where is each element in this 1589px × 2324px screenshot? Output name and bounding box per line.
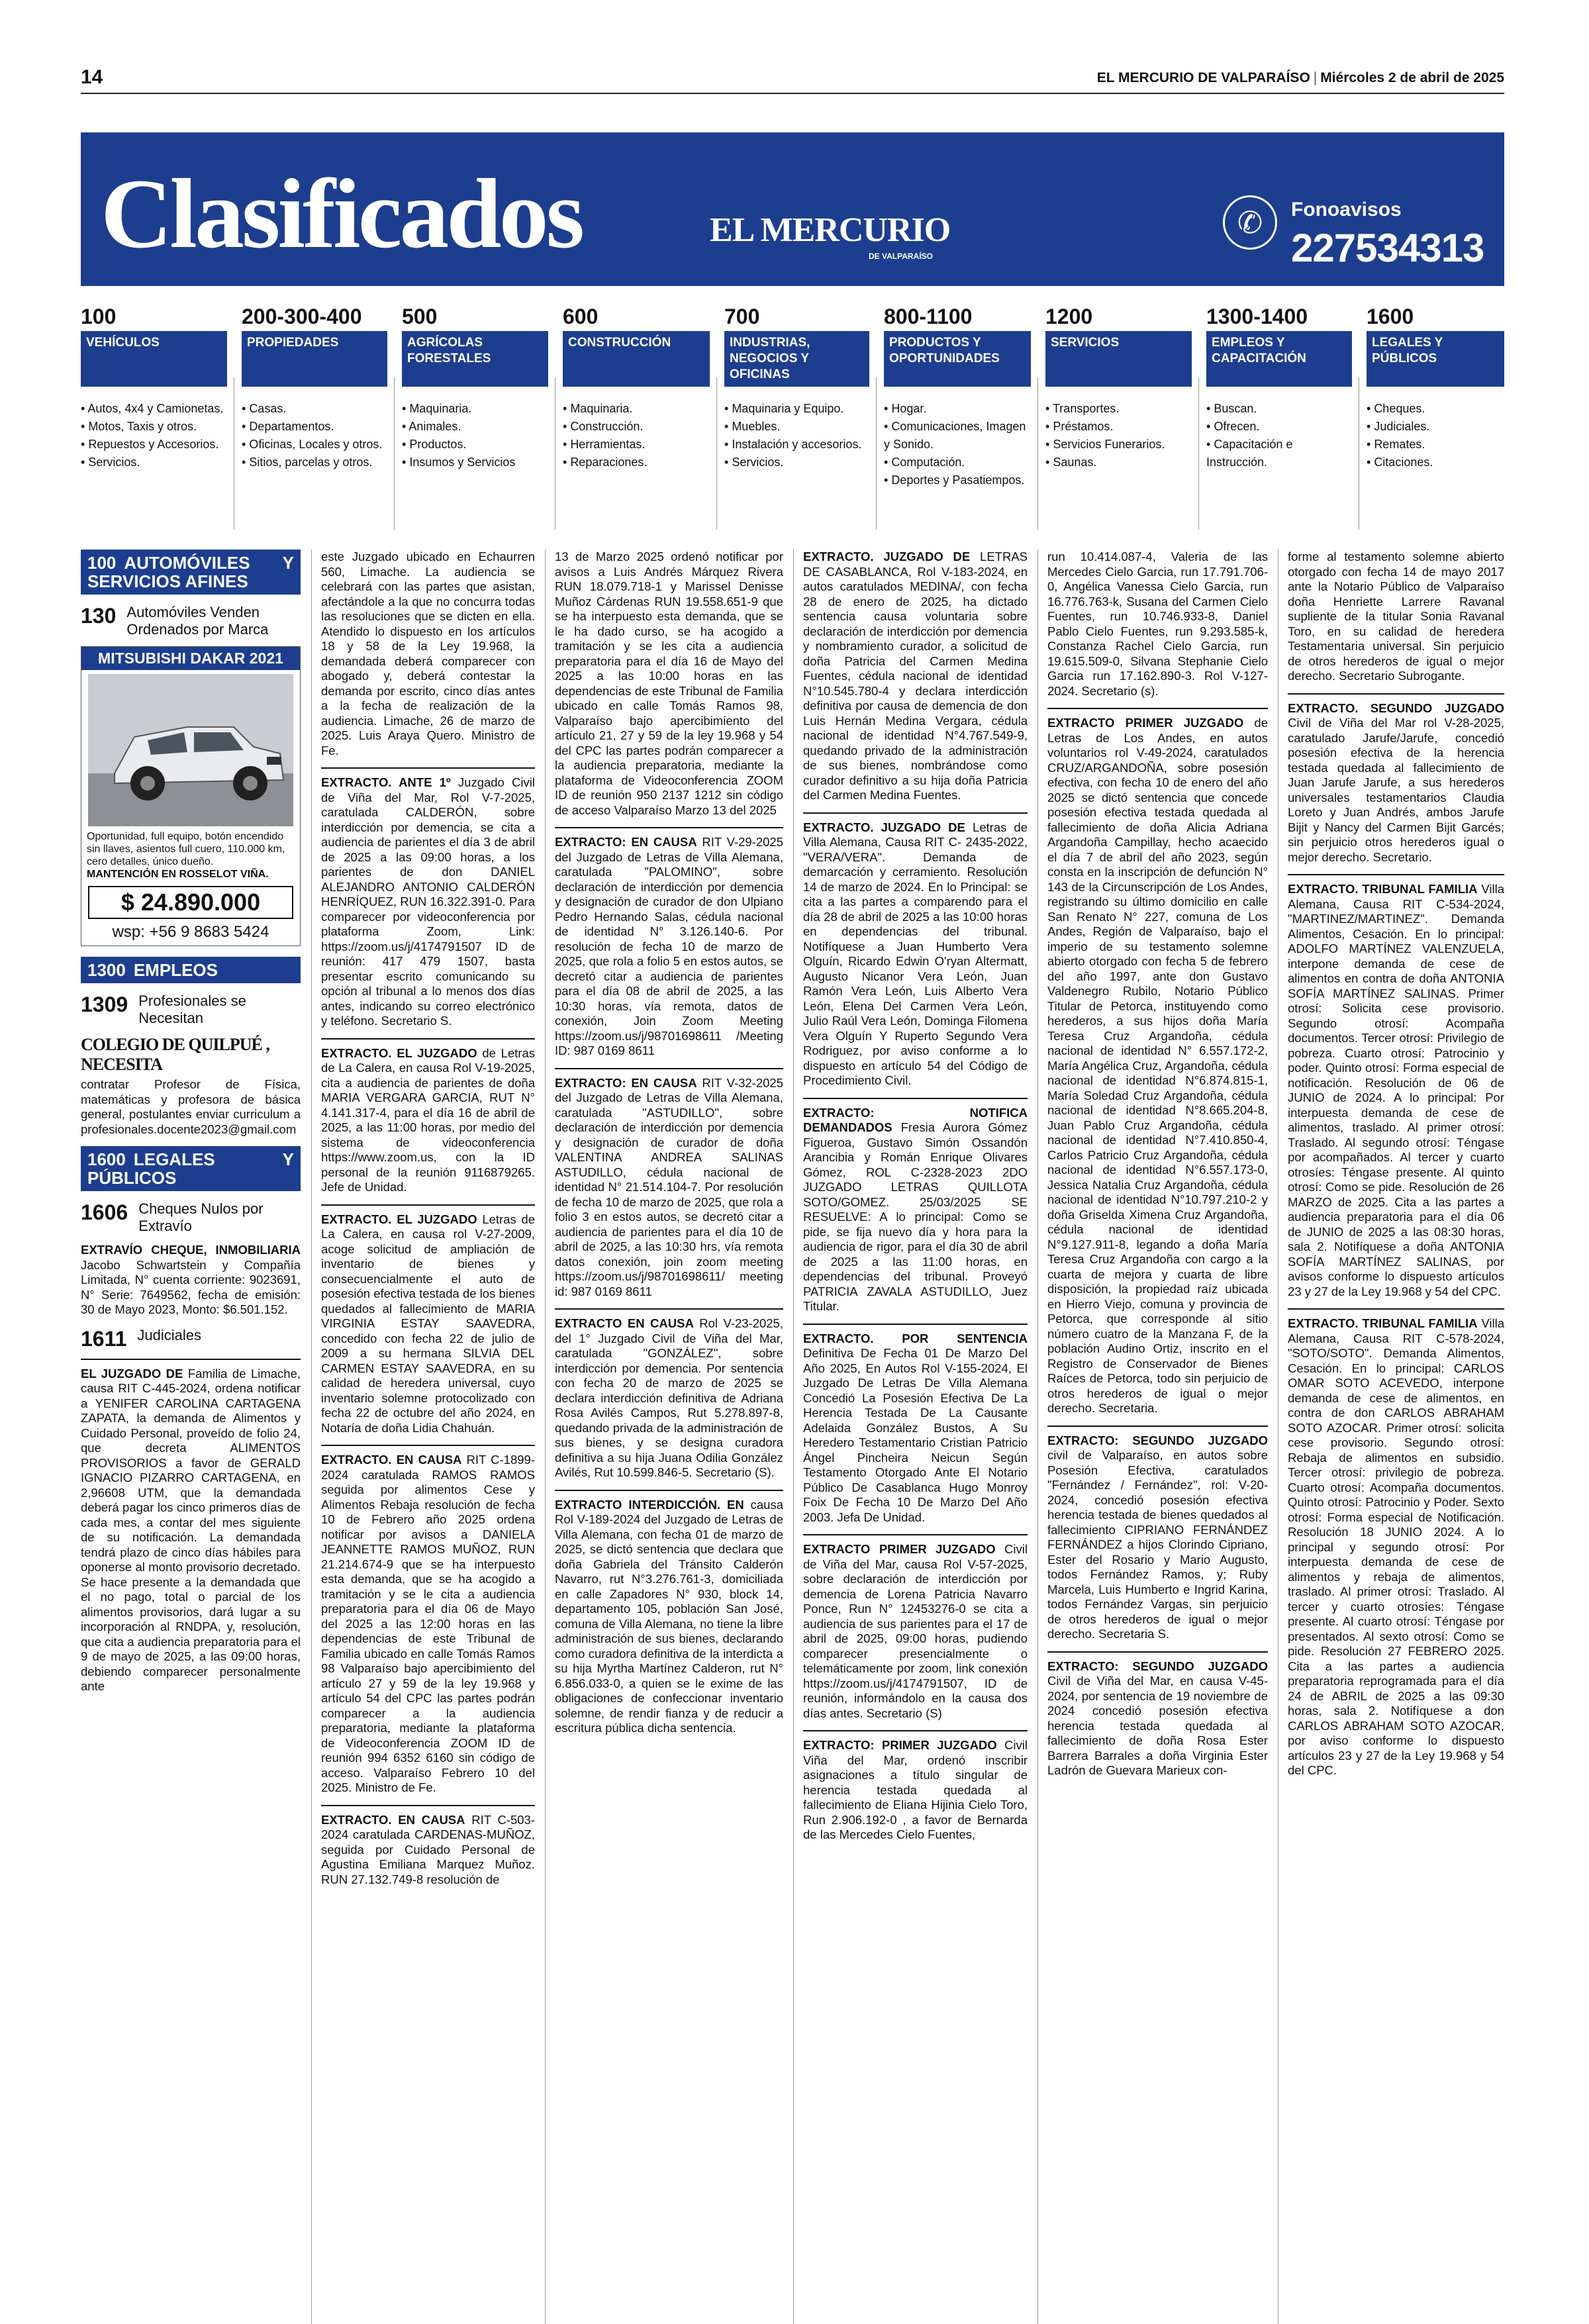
divider xyxy=(321,1204,535,1206)
masthead-sub: DE VALPARAÍSO xyxy=(869,252,933,261)
section-banner xyxy=(81,132,1504,286)
notice-body: LETRAS DE CASABLANCA, Rol V-183-2024, en autos caratulados MEDINA/, con fecha 28 de enero de 2025, ha dictado sentencia causa voluntaria sobre declaración de interdicción por demencia y nombramiento curador, a solicitud de doña Patricia del Carmen Medina Fuentes, cédula nacional de identidad N°10.545.780-4 y declara interdicción definitiva por causa de demencia de don Luis Hernán Medina Vergara, cédula nacional de identidad N°4.767.549-9, quedando privado de la administración de sus bienes, nombrándose como curador definitivo a su hija doña Patricia del Carmen Medina Fuentes. xyxy=(803,550,1028,802)
section-code: 1600 xyxy=(87,1149,126,1169)
notice-body: de Letras de La Calera, en causa Rol V-19-2025, cita a audiencia de parientes de doña MARIA VERGARA GARCIA, RUT N° 4.141.317-4, para el día 16 de abril de 2025, a las 11:00 horas, por medio del sistema de videoconferencia https://www.zoom.us, con la ID personal de la reunión 9116879265. Jefe de Unidad. xyxy=(321,1045,535,1194)
notice-head: EXTRACTO: NOTIFICA DEMANDADOS xyxy=(803,1105,1028,1134)
running-head-text: EL MERCURIO DE VALPARAÍSO | Miércoles 2 de abril de 2025 xyxy=(1096,69,1504,85)
category-label: CONSTRUCCIÓN xyxy=(563,331,710,387)
category-item: • Sitios, parcelas y otros. xyxy=(242,454,387,471)
notice-body: Letras de La Calera, en causa rol V-27-2009, acoge solicitud de ampliación de inventario de bienes y consecuencialmente el auto de posesión efectiva testada de los bienes quedados al fallecimiento de MARIA VIRGINIA ESTAY SAAVEDRA, concedido con fecha 22 de julio de 2009 a su hermana SILVIA DEL CARMEN ESTAY SAAVEDRA, en su calidad de heredera universal, cuyo inventario solemne protocolizado con fecha 22 de octubre del año 2024, en Notaría de doña Lidia Chahuán. xyxy=(321,1212,535,1435)
legal-notice xyxy=(803,1106,1028,1314)
category-items xyxy=(1206,400,1352,471)
subsection-130 xyxy=(81,604,301,638)
category-item: • Instalación y accesorios. xyxy=(724,436,869,454)
divider xyxy=(81,1359,301,1360)
notice-body: Definitiva De Fecha 01 De Marzo Del Año 2025, En Autos Rol V-155-2024, El Juzgado De Letras De Villa Alemana Concedió La Posesión Efectiva De La Herencia Testada De La Causante Adelaida González Bustos, A Su Heredero Testamentario Cristian Patricio Ángel Pincheira Neicun Según Testamento Otorgado Ante El Notario Público De Casablanca Hugo Monroy Foix De Fecha 10 De Marzo Del Año 2003. Jefa De Unidad. xyxy=(803,1346,1028,1524)
category-divider xyxy=(1198,377,1199,530)
legal-notice xyxy=(1288,882,1504,1299)
category-label: VEHÍCULOS xyxy=(81,331,227,387)
notice-head: EXTRACTO. POR SENTENCIA xyxy=(803,1331,1028,1345)
subsection-label: Cheques Nulos por Extravío xyxy=(138,1200,264,1234)
issue-date: Miércoles 2 de abril de 2025 xyxy=(1320,70,1504,85)
subsection-code: 1309 xyxy=(81,993,128,1016)
divider xyxy=(803,1098,1028,1099)
notice-head: EXTRACTO: EN CAUSA xyxy=(555,1075,697,1090)
divider xyxy=(1047,708,1268,709)
subsection-label: Automóviles Venden Ordenados por Marca xyxy=(126,604,269,638)
category-items xyxy=(563,400,710,471)
column-rule xyxy=(545,550,546,2324)
divider xyxy=(555,1308,783,1310)
divider xyxy=(1047,1426,1268,1427)
legal-notice xyxy=(1047,550,1268,699)
notice-head: EXTRACTO. JUZGADO DE xyxy=(803,550,971,563)
category-code: 1600 xyxy=(1367,305,1414,328)
category-items xyxy=(242,400,387,471)
category-item: • Departamentos. xyxy=(242,418,387,436)
subsection-code: 1611 xyxy=(81,1326,127,1351)
subsection-code: 1606 xyxy=(81,1200,128,1224)
section-title: Clasificados xyxy=(101,159,583,269)
column-rule xyxy=(311,550,312,2324)
subsection-1309 xyxy=(81,993,301,1027)
column-3 xyxy=(555,550,783,1745)
notice-body: RIT V-29-2025 del Juzgado de Letras de Villa Alemana, caratulada "PALOMINO", sobre declaración de interdicción por demencia y designación de curador de don Ulpiano Pedro Hernando Salas, cédula nacional de identidad N° 3.126.140-6. Por resolución de fecha 10 de marzo de 2025, que rola a folio 5 en estos autos, se decretó citar a audiencia de parientes para el día 08 de abril de 2025, a las 10:30 horas, vía remota, datos de conexión, Join Zoom Meeting https://zoom.us/j/98701698611 /Meeting ID: 987 0169 8611 xyxy=(555,835,784,1057)
notice-head: EXTRACTO. TRIBUNAL FAMILIA xyxy=(1288,1316,1478,1330)
category-item: • Repuestos y Accesorios. xyxy=(81,436,227,454)
notice-body: Juzgado Civil de Viña del Mar, Rol V-7-2025, caratulada CALDERÓN, sobre interdicción por demencia, se cita a audiencia de parientes el día 3 de abril de 2025 a las 09:00 horas, a los parientes de don DANIEL ALEJANDRO ANTONIO CALDERÓN HENRÍQUEZ, RUN 16.322.391-0. Para comparecer por videoconferencia por plataforma Zoom, Link: https://zoom.us/j/4174791507 ID de reunión: 417 479 1507, basta presentar escrito comunicando su opción al tribunal a lo menos dos días antes, indicando su correo electrónico y teléfono. Secretario S. xyxy=(321,775,535,1028)
category-item: • Insumos y Servicios xyxy=(402,454,548,471)
category-item: • Servicios Funerarios. xyxy=(1045,436,1192,454)
car-whatsapp: wsp: +56 9 8683 5424 xyxy=(112,923,269,941)
divider xyxy=(1047,1651,1268,1653)
notice-head: EXTRACTO. JUZGADO DE xyxy=(803,820,965,834)
category-item: • Citaciones. xyxy=(1367,454,1504,471)
notice-body: 13 de Marzo 2025 ordenó notificar por avisos a Luis Andrés Márquez Rivera RUN 18.079.718-1 y Marissel Denisse Muñoz Cárdenas RUN 19.558.651-9 que se ha interpuesto esta demanda, que se le ha dado curso, se ha acogido a tramitación y se les cita a audiencia preparatoria para el día 16 de Mayo del 2025 a las 10:00 horas en las dependencias de este Tribunal de Familia ubicado en calle Tomás Ramos 98, Valparaíso bajo apercibimiento del artículo 21, 27 y 59 de la ley 19.968 y 54 del CPC las partes podrán comparecer a la audiencia preparatoria, mediante la plataforma de Videoconferencia ZOOM ID de reunión 950 2137 1212 sin código de acceso Valparaíso Marzo 13 del 2025 xyxy=(555,550,783,817)
divider xyxy=(555,827,783,828)
divider xyxy=(321,1038,535,1040)
notice-head: EXTRACTO. ANTE 1º xyxy=(321,775,451,789)
notice-body: RIT C-503-2024 caratulada CARDENAS-MUÑOZ, seguida por Cuidado Personal de Agustina Emiliana Marquez Muñoz. RUN 27.132.749-8 resolución de xyxy=(321,1812,535,1886)
category-item: • Transportes. xyxy=(1045,400,1192,418)
column-5 xyxy=(1047,550,1268,1788)
notice-head: EXTRACTO. EN CAUSA xyxy=(321,1453,462,1467)
category-7 xyxy=(1206,305,1352,536)
phone-icon: ✆ xyxy=(1223,195,1277,250)
notice-head: EXTRACTO. TRIBUNAL FAMILIA xyxy=(1288,882,1478,896)
notice-head: EXTRACTO. EN CAUSA xyxy=(321,1812,465,1827)
notice-head: EXTRACTO: SEGUNDO JUZGADO xyxy=(1047,1659,1268,1673)
category-0 xyxy=(81,305,227,536)
notice-body: forme al testamento solemne abierto otorgado con fecha 14 de mayo 2017 ante la Notario Público de Valparaíso doña Henriette Larrere Ravanal supliente de la titular Sonia Ravanal Toro, en su calidad de heredera Testamentaria universal. Sin perjuicio de otros herederos de igual o mejor derecho. Secretario Subrogante. xyxy=(1288,550,1504,683)
subsection-1606 xyxy=(81,1200,301,1235)
category-item: • Motos, Taxis y otros. xyxy=(81,418,227,436)
column-2 xyxy=(321,550,535,1896)
category-code: 700 xyxy=(724,305,760,328)
category-code: 100 xyxy=(81,305,117,328)
notice-body: Familia de Limache, causa RIT C-445-2024, ordena notificar a YENIFER CAROLINA CARTAGENA ZAPATA, la demanda de Alimentos y Cuidado Personal, proveído de folio 24, que decreta ALIMENTOS PROVISORIOS a favor de GERALD IGNACIO PIZARRO CARTAGENA, en 2,96608 UTM, que la demandada deberá pagar los cinco primeros días de cada mes, a contar del mes siguiente de su notificación. La demandada tendrá plazo de cinco días hábiles para oponerse al monto provisorio decretado. Se hace presente a la demandada que el no pago, total o parcial de los alimentos provisorios, dará lugar a su incorporación al RNDPA, y, resolución, que cita a audiencia preparatoria para el 9 de mayo de 2025, a las 09:00 horas, debiendo comparecer personalmente ante xyxy=(81,1366,301,1693)
section-code: 100 xyxy=(87,553,117,573)
category-label: INDUSTRIAS, NEGOCIOS Y OFICINAS xyxy=(724,331,869,387)
legal-notice xyxy=(803,1331,1028,1525)
divider xyxy=(1288,693,1504,695)
legal-notice xyxy=(555,1498,783,1736)
category-item: • Animales. xyxy=(402,418,548,436)
car-ad-text-2: MANTENCIÓN EN ROSSELOT VIÑA. xyxy=(87,869,269,880)
employment-ad: contratar Profesor de Física, matemáticas y profesora de básica general, postulantes enviar curriculum a profesionales.docente2023@gmail.com xyxy=(81,1077,301,1136)
category-code: 500 xyxy=(402,305,438,328)
category-items xyxy=(724,400,869,471)
category-code: 200-300-400 xyxy=(242,305,362,328)
notice-head: EXTRACTO: SEGUNDO JUZGADO xyxy=(1047,1433,1268,1447)
column-1 xyxy=(81,550,301,1704)
divider xyxy=(803,1324,1028,1325)
legal-notice xyxy=(555,1076,783,1300)
column-rule xyxy=(793,550,794,2324)
notice-body: Fresia Aurora Gómez Figueroa, Gustavo Simón Ossandón Arancibia y Román Enrique Olivares Gómez, ROL C-2328-2023 2DO JUZGADO LETRAS QUILLOTA SOTO/GOMEZ. 25/03/2025 SE RESUELVE: A lo principal: Como se pide, se fija nuevo día y hora para la audiencia de rigor, para el día 30 de abril de 2025 a las 11:00 horas, en dependencias del tribunal. Proveyó PATRICIA ZAVALA ASTUDILLO, Juez Titular. xyxy=(803,1120,1028,1313)
subsection-label: Judiciales xyxy=(137,1326,202,1343)
legal-notice xyxy=(803,1542,1028,1721)
category-item: • Construcción. xyxy=(563,418,710,436)
legal-notice xyxy=(803,1738,1028,1843)
car-ad-title: MITSUBISHI DAKAR 2021 xyxy=(81,647,300,670)
notice-head: EXTRACTO PRIMER JUZGADO xyxy=(803,1542,996,1556)
category-item: • Maquinaria. xyxy=(402,400,548,418)
notice-head: EXTRACTO. EL JUZGADO xyxy=(321,1045,477,1060)
legal-notice xyxy=(1047,1659,1268,1778)
category-index xyxy=(81,305,1504,536)
category-code: 1200 xyxy=(1045,305,1093,328)
divider xyxy=(803,812,1028,814)
section-header-100 xyxy=(81,550,301,595)
notice-head: EXTRACTO INTERDICCIÓN. EN xyxy=(555,1497,744,1512)
category-divider xyxy=(394,377,395,530)
divider xyxy=(555,1490,783,1491)
category-item: • Saunas. xyxy=(1045,454,1192,471)
category-item: • Productos. xyxy=(402,436,548,454)
category-item: • Servicios. xyxy=(724,454,869,471)
category-item: • Préstamos. xyxy=(1045,418,1192,436)
notice-head: EXTRACTO: PRIMER JUZGADO xyxy=(803,1738,997,1752)
category-item: • Hogar. xyxy=(884,400,1031,418)
divider xyxy=(1288,1308,1504,1310)
category-item: • Buscan. xyxy=(1206,400,1352,418)
car-ad-text: Oportunidad, full equipo, botón encendido sin llaves, asientos full cuero, 110.000 km, cero detalles, único dueño. xyxy=(87,831,285,867)
notice-body: Civil de Viña del Mar, en causa V-45-2024, por sentencia de 19 noviembre de 2024 concedió posesión efectiva herencia testada quedada al fallecimiento de doña Rosa Ester Barrera Barrales a doña Virginia Ester Ladrón de Guevara Marieux con- xyxy=(1047,1674,1268,1777)
category-item: • Deportes y Pasatiempos. xyxy=(884,471,1031,489)
newspaper-name: EL MERCURIO DE VALPARAÍSO xyxy=(1096,70,1310,85)
notice-head: EXTRACTO PRIMER JUZGADO xyxy=(1047,716,1244,730)
notice-body: civil de Valparaíso, en autos sobre Posesión Efectiva, caratulados "Fernández / Fernández", rol: V-20-2024, concedió posesión efectiva herencia testada de bienes quedados al fallecimiento CIPRIANO FERNÁNDEZ FERNÁNDEZ a hijos Clorindo Cipriano, Ester del Rosario y Mario Augusto, todos Fernández Ramos, y; Ruby Marcela, Luis Humberto e Ingrid Karina, todos Fernández Vargas, sin perjuicio de otros herederos de igual o mejor derecho. Secretaria S. xyxy=(1047,1448,1268,1641)
car-price: $ 24.890.000 xyxy=(88,886,293,919)
notice-body: RIT C-1899-2024 caratulada RAMOS RAMOS seguida por alimentos Cese y Alimentos Rebaja resolución de fecha 10 de Febrero año 2025 ordena notificar por avisos a DANIELA JEANNETTE RAMOS MUÑOZ, RUN 21.214.674-9 que se ha interpuesto esta demanda, que se ha acogido a tramitación y se le cita a audiencia preparatoria para el día 06 de Mayo del 2025 a las 12:00 horas en las dependencias de este Tribunal de Familia ubicado en calle Tomás Ramos 98 Valparaíso bajo apercibimiento del artículo 27 y 59 de la ley 19.968 y artículo 54 del CPC las partes podrán comparecer a la audiencia preparatoria, mediante la plataforma de Videoconferencia ZOOM ID de reunión 994 6352 6160 sin código de acceso. Valparaíso Febrero 10 del 2025. Ministro de Fe. xyxy=(321,1453,535,1794)
legal-notice xyxy=(1288,1316,1504,1778)
section-label: EMPLEOS xyxy=(133,960,218,980)
notice-body: Civil de Viña del Mar, causa Rol V-57-2025, sobre declaración de interdicción por demencia de Lorena Patricia Navarro Ponce, Run N° 12453276-0 se cita a audiencia de sus parientes para el 17 de abril de 2025, 09:00 horas, pudiendo comparecer presencialmente o telemáticamente por zoom, link conexión https://zoom.us/j/4174791507, ID de reunión, informándolo en la causa dos días antes. Secretario (S) xyxy=(803,1542,1028,1720)
divider xyxy=(803,1730,1028,1731)
subsection-label: Profesionales se Necesitan xyxy=(138,993,246,1026)
legal-notice xyxy=(321,1453,535,1796)
category-item: • Capacitación e Instrucción. xyxy=(1206,436,1352,471)
subsection-1611 xyxy=(81,1327,301,1351)
masthead-logo: EL MERCURIO xyxy=(710,211,951,249)
legal-notice xyxy=(803,820,1028,1089)
notice-body: run 10.414.087-4, Valeria de las Mercedes Cielo Garcia, run 17.791.706-0, Angélica Vanessa Cielo Garcia, run 16.776.763-k, Susana del Carmen Cielo Fuentes, run 10.746.933-8, Daniel Pablo Cielo Fuentes, run 9.293.585-k, Constanza Rachel Cielo Garcia, run 19.615.509-0, Silvana Stephanie Cielo Garcia run 17.162.890-3. Rol V-127-2024. Secretario (s). xyxy=(1047,550,1268,698)
divider xyxy=(321,1445,535,1446)
notice-body: Civil Viña del Mar, ordenó inscribir asignaciones a título singular de herencia testada quedada al fallecimiento de Eliana Hijinia Cielo Toro, Run 2.906.192-0 , a favor de Bernarda de las Mercedes Cielo Fuentes, xyxy=(803,1738,1028,1841)
legal-notice xyxy=(1047,1433,1268,1642)
notice-body: Rol V-23-2025, del 1° Juzgado Civil de Viña del Mar, caratulada "GONZÁLEZ", sobre interdicción por demencia. Por sentencia con fecha 20 de marzo de 2025 se declara interdicción definitiva de Adriana Rosa Avilés Campos, Rut 5.278.897-8, quedando privada de la administración de sus bienes, y se designa curadora definitiva a su hija Juana Odilia González Avilés, Rut 10.599.846-5. Secretario (S). xyxy=(555,1316,783,1479)
category-items xyxy=(1045,400,1192,471)
cheque-notice xyxy=(81,1243,301,1318)
employer-name: COLEGIO DE QUILPUÉ , NECESITA xyxy=(81,1035,269,1074)
category-divider xyxy=(876,377,877,530)
divider xyxy=(321,1805,535,1806)
category-items xyxy=(402,400,548,471)
legal-notice xyxy=(321,550,535,758)
category-code: 1300-1400 xyxy=(1206,305,1308,328)
notice-head: EXTRACTO EN CAUSA xyxy=(555,1316,694,1330)
category-item: • Remates. xyxy=(1367,436,1504,454)
category-3 xyxy=(563,305,710,536)
section-label: AUTOMÓVILES Y SERVICIOS AFINES xyxy=(87,553,294,591)
category-items xyxy=(1367,400,1504,471)
subsection-code: 130 xyxy=(81,604,117,628)
section-code: 1300 xyxy=(87,960,126,980)
legal-notice xyxy=(1288,701,1504,865)
category-item: • Cheques. xyxy=(1367,400,1504,418)
legal-notice xyxy=(555,835,783,1059)
category-code: 800-1100 xyxy=(884,305,973,328)
column-6 xyxy=(1288,550,1504,1788)
category-5 xyxy=(884,305,1031,536)
legal-notice xyxy=(1288,550,1504,684)
category-item: • Judiciales. xyxy=(1367,418,1504,436)
fonoavisos-label: Fonoavisos xyxy=(1291,199,1402,220)
category-item: • Autos, 4x4 y Camionetas. xyxy=(81,400,227,418)
category-4 xyxy=(724,305,869,536)
column-rule xyxy=(1037,550,1038,2324)
notice-body: este Juzgado ubicado en Echaurren 560, Limache. La audiencia se celebrará con las partes que asistan, afectándole a la que no concurra todas las resoluciones que se dicten en ella. Atendido lo dispuesto en los artículos 18 y 58 de la Ley 19.968, la demandada deberá comparecer con abogado y, deberá contestar la demanda por escrito, cinco días antes a la fecha de realización de la audiencia. Limache, 26 de marzo de 2025. Luis Araya Quero. Ministro de Fe. xyxy=(321,550,535,757)
category-item: • Muebles. xyxy=(724,418,869,436)
category-1 xyxy=(242,305,387,536)
legal-notice xyxy=(1047,716,1268,1416)
section-header-1600 xyxy=(81,1146,301,1191)
notice-body: Civil de Viña del Mar rol V-28-2025, caratulado Jarufe/Jarufe, concedió posesión efectiva de la herencia testada quedada al fallecimiento de Juan Jarufe Jarufe, a sus herederos universales testamentarios Claudia Loreto y Juan Andrés, ambos Jarufe Bijit y Nancy del Carmen Bijit Garcés; sin perjuicio otros herederos igual o mejor derecho. Secretario. xyxy=(1288,716,1504,864)
notice-body: Jacobo Schwartstein y Compañía Limitada, N° cuenta corriente: 9023691, N° Serie: 7649562, fecha de emisión: 30 de Mayo 2023, Monto: $6.501.152. xyxy=(81,1257,301,1316)
category-item: • Maquinaria y Equipo. xyxy=(724,400,869,418)
category-label: EMPLEOS Y CAPACITACIÓN xyxy=(1206,331,1352,387)
legal-notice xyxy=(321,1813,535,1888)
divider xyxy=(321,767,535,769)
category-label: PRODUCTOS Y OPORTUNIDADES xyxy=(884,331,1031,387)
car-ad xyxy=(81,646,301,946)
judicial-notice xyxy=(81,1367,301,1694)
category-2 xyxy=(402,305,548,536)
legal-notice xyxy=(555,550,783,818)
divider xyxy=(555,1068,783,1069)
category-code: 600 xyxy=(563,305,599,328)
category-item: • Comunicaciones, Imagen y Sonido. xyxy=(884,418,1031,454)
section-label: LEGALES Y PÚBLICOS xyxy=(87,1149,294,1188)
category-label: SERVICIOS xyxy=(1045,331,1192,387)
category-item: • Oficinas, Locales y otros. xyxy=(242,436,387,454)
category-item: • Computación. xyxy=(884,454,1031,471)
legal-notice xyxy=(321,775,535,1029)
notice-head: EXTRACTO. EL JUZGADO xyxy=(321,1212,477,1226)
running-head xyxy=(81,66,1504,94)
truck-photo xyxy=(88,674,293,826)
category-divider xyxy=(716,377,717,530)
legal-notice xyxy=(803,550,1028,803)
category-6 xyxy=(1045,305,1192,536)
category-item: • Reparaciones. xyxy=(563,454,710,471)
legal-notice xyxy=(321,1212,535,1436)
category-label: LEGALES Y PÚBLICOS xyxy=(1367,331,1504,387)
category-item: • Casas. xyxy=(242,400,387,418)
page-number: 14 xyxy=(81,66,103,88)
notice-head: EXTRAVÍO CHEQUE, INMOBILIARIA xyxy=(81,1243,301,1257)
notice-body: Villa Alemana, Causa RIT C-534-2024, "MARTINEZ/MARTINEZ". Demanda Alimentos, Cesación. En lo principal: ADOLFO MARTÍNEZ VALENZUELA, interpone demanda de cese de alimentos en contra de doña ANTONIA SOFÍA MARTÍNEZ SALINAS. Primer otrosí: Solicita cese provisorio. Segundo otrosí: Acompaña documentos. Tercer otrosí: Privilegio de pobreza. Cuarto otrosí: Patrocinio y poder. Quinto otrosí: Forma especial de notificación. Resolución de 06 de JUNIO de 2024. A lo principal: Por interpuesta demanda de cese de alimentos, traslado. Al primer otrosí: Traslado. Al segundo otrosí: Téngase por acompañados. Al tercer y cuarto otrosíes: Téngase presente. Al quinto otrosí: Como se pide. Resolución de 26 MARZO de 2025. Cita a las partes a audiencia preparatoria para el día 06 de JUNIO de 2025 a las 08:30 horas, sala 2. Notifíquese a doña ANTONIA SOFÍA MARTÍNEZ SALINAS, por avisos conforme lo dispuesto artículos 23 y 27 de la Ley 19.968 y 54 del CPC. xyxy=(1288,882,1504,1298)
category-label: AGRÍCOLAS FORESTALES xyxy=(402,331,548,387)
divider xyxy=(803,1534,1028,1535)
notice-head: EXTRACTO: EN CAUSA xyxy=(555,835,697,849)
category-item: • Ofrecen. xyxy=(1206,418,1352,436)
notice-body: de Letras de Los Andes, en autos voluntarios rol V-49-2024, caratulados CRUZ/ARGANDOÑA, sobre posesión efectiva, con fecha 10 de enero del año 2025 se dictó sentencia que concede posesión efectiva testada quedada al fallecimiento de doña Alicia Adriana Argandoña Campillay, hecho acaecido el día 7 de abril del año 2023, según consta en la inscripción de defunción N° 143 de la Circunscripción de Los Andes, registrando su último domicilio en calle San Renato N° 227, comuna de Los Andes, Región de Valparaíso, bajo el imperio de su testamento solemne abierto otorgado con fecha 5 de febrero del año 1997, ante don Gustavo Valdenegro Rubilo, Notario Público Titular de Petorca, instituyendo como herederos, a sus hijos doña María Teresa Cruz Argandoña, cédula nacional de identidad N° 6.557.172-2, María Angélica Cruz, Argandoña, cédula nacional de identidad N°6.874.815-1, María Soledad Cruz Argandoña, cédula nacional de identidad N°8.665.204-8, Juan Pablo Cruz Argandoña, cédula nacional de identidad N°7.410.850-4, Carlos Patricio Cruz Argandoña, cédula nacional de identidad N°6.557.173-0, Jessica Natalia Cruz Argandoña, cédula nacional de identidad N°10.797.210-2 y doña Griselda Ximena Cruz Argandoña, cédula nacional de identidad N°9.127.911-8, legando a doña María Teresa Cruz Argandoña con cargo a la cuarta de mejora y cuarta de libre disposición, la propiedad raíz ubicada en Hierro Viejo, comuna y provincia de Petorca, que corresponde al sitio número cuatro de la Manzana F, de la población Audino Ortiz, inscrito en el Registro de Conservador de Bienes Raíces de Petorca, todo sin perjuicio de otros herederos de igual o mejor derecho. Secretaria. xyxy=(1047,716,1268,1415)
notice-head: EXTRACTO. SEGUNDO JUZGADO xyxy=(1288,701,1504,715)
notice-head: EL JUZGADO DE xyxy=(81,1366,183,1380)
notice-body: RIT V-32-2025 del Juzgado de Letras de Villa Alemana, caratulada "ASTUDILLO", sobre declaración de interdicción por demencia y designación de curador de doña VALENTINA ANDREA SALINAS ASTUDILLO, cédula nacional de identidad N° 21.514.104-7. Por resolución de fecha 10 de marzo de 2025, que rola a folio 3 en estos autos, se decretó citar a audiencia de parientes para el día 10 de abril de 2025, a las 10:30 hrs, vía remota datos conexión, join zoom meeting https://zoom.us/j/98701698611/ meeting id: 987 0169 8611 xyxy=(555,1075,784,1298)
category-items xyxy=(884,400,1031,489)
category-8 xyxy=(1367,305,1504,536)
notice-body: Letras de Villa Alemana, Causa RIT C- 2435-2022, "VERA/VERA". Demanda de demarcación y cerramiento. Resolución 14 de marzo de 2024. En lo Principal: se cita a las partes a comparendo para el día 28 de abril de 2025 a las 10:00 horas en dependencias del tribunal. Notifíquese a Juan Humberto Vera Olguín, Ricardo Edwin O'ryan Altermatt, Augusto Nicanor Vera León, Juan Ramón Vera León, Luis Alberto Vera León, Elena Del Carmen Vera León, Julio Raúl Vera León, Dominga Filomena Vera Olguín Y Ruperto Segundo Vera Rodriguez, por aviso conforme a lo dispuesto en artículo 54 del Código de Procedimiento Civil. xyxy=(803,820,1028,1087)
category-label: PROPIEDADES xyxy=(242,331,387,387)
column-4 xyxy=(803,550,1028,1852)
category-item: • Maquinaria. xyxy=(563,400,710,418)
fonoavisos-number: 227534313 xyxy=(1291,226,1484,270)
divider xyxy=(1288,874,1504,875)
category-items xyxy=(81,400,227,471)
category-item: • Herramientas. xyxy=(563,436,710,454)
legal-notice xyxy=(555,1316,783,1480)
notice-body: causa Rol V-189-2024 del Juzgado de Letras de Villa Alemana, con fecha 01 de marzo de 2025, se dictó sentencia que declara que doña Gabriela del Tránsito Calderón Navarro, rut N°3.276.761-3, domiciliada en calle Zapadores N° 930, block 14, departamento 105, población San José, comuna de Villa Alemana, no tiene la libre administración de sus bienes, declarando como curadora definitiva de la interdicta a su hija Myrtha Martínez Calderon, rut N° 6.856.033-0, a quien se le exime de las obligaciones de confeccionar inventario solemne, de rendir fianza y de reducir a escritura pública dicha sentencia. xyxy=(555,1497,783,1735)
category-divider xyxy=(1037,377,1038,530)
category-item: • Servicios. xyxy=(81,454,227,471)
notice-body: Villa Alemana, Causa RIT C-578-2024, "SOTO/SOTO". Demanda Alimentos, Cesación. En lo principal: CARLOS OMAR SOTO ACEVEDO, interpone demanda de cese de alimentos, en contra de don CARLOS ABRAHAM SOTO AZOCAR. Primer otrosí: solicita cese provisorio. Segundo otrosí: Rebaja de alimentos en subsidio. Tercer otrosí: privilegio de pobreza. Cuarto otrosí: Acompaña documentos. Quinto otrosí: Patrocinio y Poder. Sexto otrosí: Forma especial de Notificación. Resolución 18 JUNIO 2024. A lo principal y segundo otrosí: Por interpuesta demanda de cese de alimentos y rebaja de alimentos, traslado. Al primer otrosí: Traslado. Al tercer y cuarto otrosíes: Téngase presente. Al cuarto otrosí: Téngase por presentados. Al sexto otrosí: Como se pide. Resolución 27 FEBRERO 2025. Cita a las partes a audiencia preparatoria reprogramada para el día 24 de ABRIL de 2025 a las 09:30 horas, sala 2. Notifíquese a don CARLOS ABRAHAM SOTO AZOCAR, por aviso conforme lo dispuesto artículos 23 y 27 de la Ley 19.968 y 54 del CPC. xyxy=(1288,1316,1504,1777)
legal-notice xyxy=(321,1046,535,1195)
section-header-1300 xyxy=(81,957,301,983)
